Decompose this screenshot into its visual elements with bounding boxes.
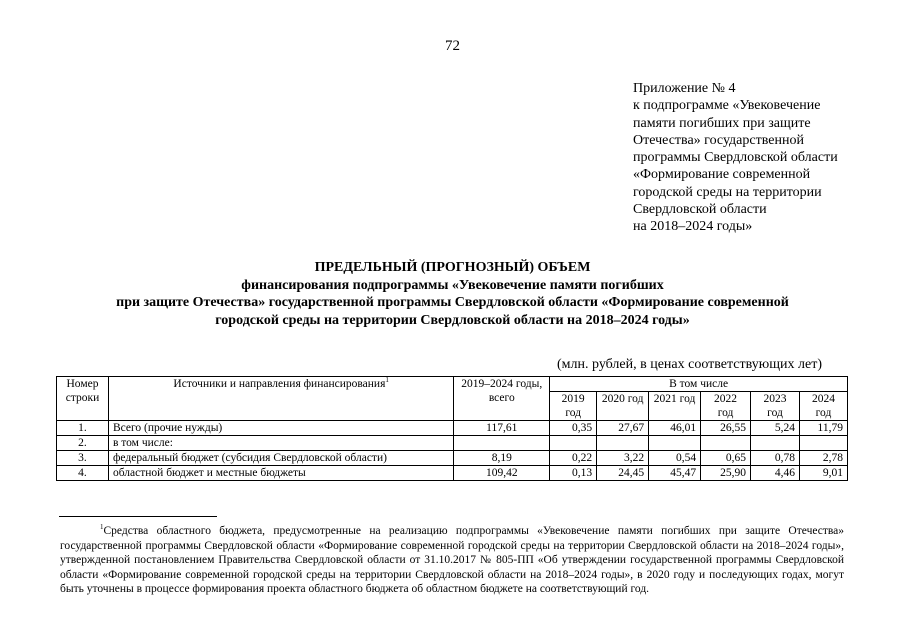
row-value: 9,01 <box>799 466 847 481</box>
footnote-text: Средства областного бюджета, предусмотренные на реализацию подпрограммы «Увековечение памяти погибших при защите Отечества» государственной программы Свердловской области «Формирование современной городской среды на территории Свердловской области на 2018–2024 годы», утвержденной постановлением Правительства Свердловской области от 31.10.2017 № 805-ПП «Об утверждении государственной программы Свердловской области «Формирование современной городской среды на территории Свердловской области на 2018–2024 годы», в 2020 году и последующих годах, могут быть уточнены в процессе формирования проекта областного бюджета об областном бюджете на соответствующий год. <box>60 525 844 595</box>
header-year: 2022 год <box>701 392 751 421</box>
header-row-number: Номер строки <box>57 377 109 421</box>
header-including: В том числе <box>550 377 848 392</box>
row-value: 0,65 <box>701 451 751 466</box>
row-value: 2,78 <box>799 451 847 466</box>
table-row <box>57 466 848 481</box>
footnote <box>60 524 844 597</box>
header-year: 2020 год <box>597 392 649 421</box>
row-value: 46,01 <box>649 421 701 436</box>
row-name: Всего (прочие нужды) <box>108 421 453 436</box>
table-row <box>57 451 848 466</box>
row-name: областной бюджет и местные бюджеты <box>108 466 453 481</box>
row-value: 26,55 <box>701 421 751 436</box>
footnote-separator <box>59 516 217 517</box>
appendix-line: памяти погибших при защите <box>633 115 811 131</box>
row-value <box>799 436 847 451</box>
row-name: в том числе: <box>108 436 453 451</box>
row-value: 45,47 <box>649 466 701 481</box>
row-total: 117,61 <box>454 421 550 436</box>
appendix-line: Свердловской области <box>633 202 767 218</box>
header-year: 2021 год <box>649 392 701 421</box>
title-line-3: при защите Отечества» государственной программы Свердловской области «Формирование современной <box>116 295 789 310</box>
table-row <box>57 421 848 436</box>
appendix-line: программы Свердловской области <box>633 150 838 166</box>
appendix-block <box>633 80 898 236</box>
row-value: 25,90 <box>701 466 751 481</box>
row-value: 0,54 <box>649 451 701 466</box>
row-number: 3. <box>57 451 109 466</box>
row-number: 2. <box>57 436 109 451</box>
row-number: 4. <box>57 466 109 481</box>
row-value <box>751 436 800 451</box>
row-value: 0,78 <box>751 451 800 466</box>
row-value: 0,22 <box>550 451 597 466</box>
title-line-2: финансирования подпрограммы «Увековечение памяти погибших <box>241 277 664 293</box>
units-note: (млн. рублей, в ценах соответствующих лет) <box>557 357 822 372</box>
table-header-row <box>57 377 848 392</box>
table-row <box>57 436 848 451</box>
header-year: 2023 год <box>751 392 800 421</box>
row-value <box>701 436 751 451</box>
footnote-ref: 1 <box>385 376 389 385</box>
header-total: 2019–2024 годы, всего <box>454 377 550 421</box>
row-value: 5,24 <box>751 421 800 436</box>
row-value: 24,45 <box>597 466 649 481</box>
row-value <box>649 436 701 451</box>
row-value: 27,67 <box>597 421 649 436</box>
document-title <box>0 259 905 329</box>
row-value <box>550 436 597 451</box>
row-value <box>597 436 649 451</box>
financing-table <box>56 376 848 481</box>
row-value: 11,79 <box>799 421 847 436</box>
appendix-line: Приложение № 4 <box>633 81 736 96</box>
row-number: 1. <box>57 421 109 436</box>
header-sources <box>108 377 453 421</box>
header-year: 2024 год <box>799 392 847 421</box>
header-sources-label: Источники и направления финансирования <box>173 378 386 390</box>
row-total: 8,19 <box>454 451 550 466</box>
appendix-line: Отечества» государственной <box>633 132 804 148</box>
row-value: 4,46 <box>751 466 800 481</box>
appendix-line: «Формирование современной <box>633 167 811 183</box>
title-line-1: ПРЕДЕЛЬНЫЙ (ПРОГНОЗНЫЙ) ОБЪЕМ <box>314 260 591 275</box>
appendix-line: городской среды на территории <box>633 184 822 200</box>
header-year: 2019 год <box>550 392 597 421</box>
page-number: 72 <box>445 38 460 54</box>
row-name: федеральный бюджет (субсидия Свердловской области) <box>108 451 453 466</box>
appendix-line: на 2018–2024 годы» <box>633 219 753 235</box>
row-total <box>454 436 550 451</box>
row-value: 0,35 <box>550 421 597 436</box>
row-value: 3,22 <box>597 451 649 466</box>
row-total: 109,42 <box>454 466 550 481</box>
row-value: 0,13 <box>550 466 597 481</box>
title-line-4: городской среды на территории Свердловской области на 2018–2024 годы» <box>215 312 690 328</box>
footnote-mark: 1 <box>100 523 104 532</box>
appendix-line: к подпрограмме «Увековечение <box>633 98 821 114</box>
